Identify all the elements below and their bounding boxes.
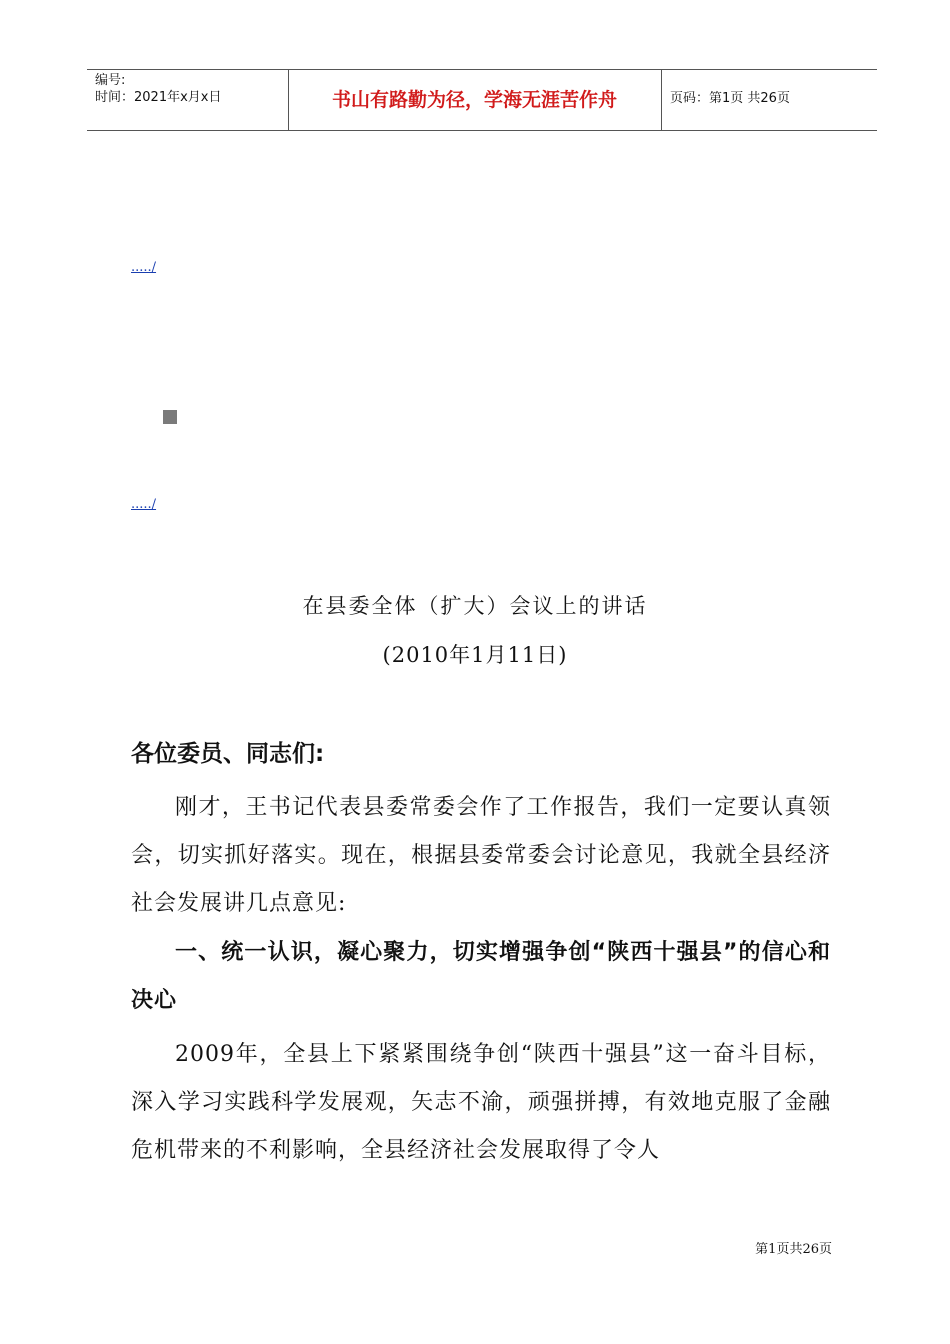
code-label: 编号: [95,73,126,88]
footer-page-info: 第1页共26页 [755,1242,832,1257]
salutation: 各位委员、同志们: [131,741,325,767]
motto: 书山有路勤为径，学海无涯苦作舟 [331,89,617,111]
document-header [87,69,877,131]
link-2[interactable]: ...../ [131,497,157,512]
header-motto-cell [288,70,662,130]
document-title: 在县委全体（扩大）会议上的讲话 [302,594,648,618]
header-page-info: 页码：第1页 共26页 [670,91,790,106]
header-page-cell [662,70,877,130]
time-label: 时间：2021年x月x日 [95,90,222,105]
paragraph-2: 2009年，全县上下紧紧围绕争创“陕西十强县”这一奋斗目标，深入学习实践科学发展观，矢志不渝，顽强拼搏，有效地克服了金融危机带来的不利影响，全县经济社会发展取得了令人 [131,1042,831,1163]
image-placeholder-icon [163,410,177,424]
section-heading-1: 一、统一认识，凝心聚力，切实增强争创“陕西十强县”的信心和决心 [131,940,831,1013]
paragraph-1: 刚才，王书记代表县委常委会作了工作报告，我们一定要认真领会，切实抓好落实。现在，根据县委常委会讨论意见，我就全县经济社会发展讲几点意见: [131,795,831,916]
header-meta-cell [87,70,289,130]
document-date: (2010年1月11日) [382,643,568,667]
link-1[interactable]: ...../ [131,260,157,275]
